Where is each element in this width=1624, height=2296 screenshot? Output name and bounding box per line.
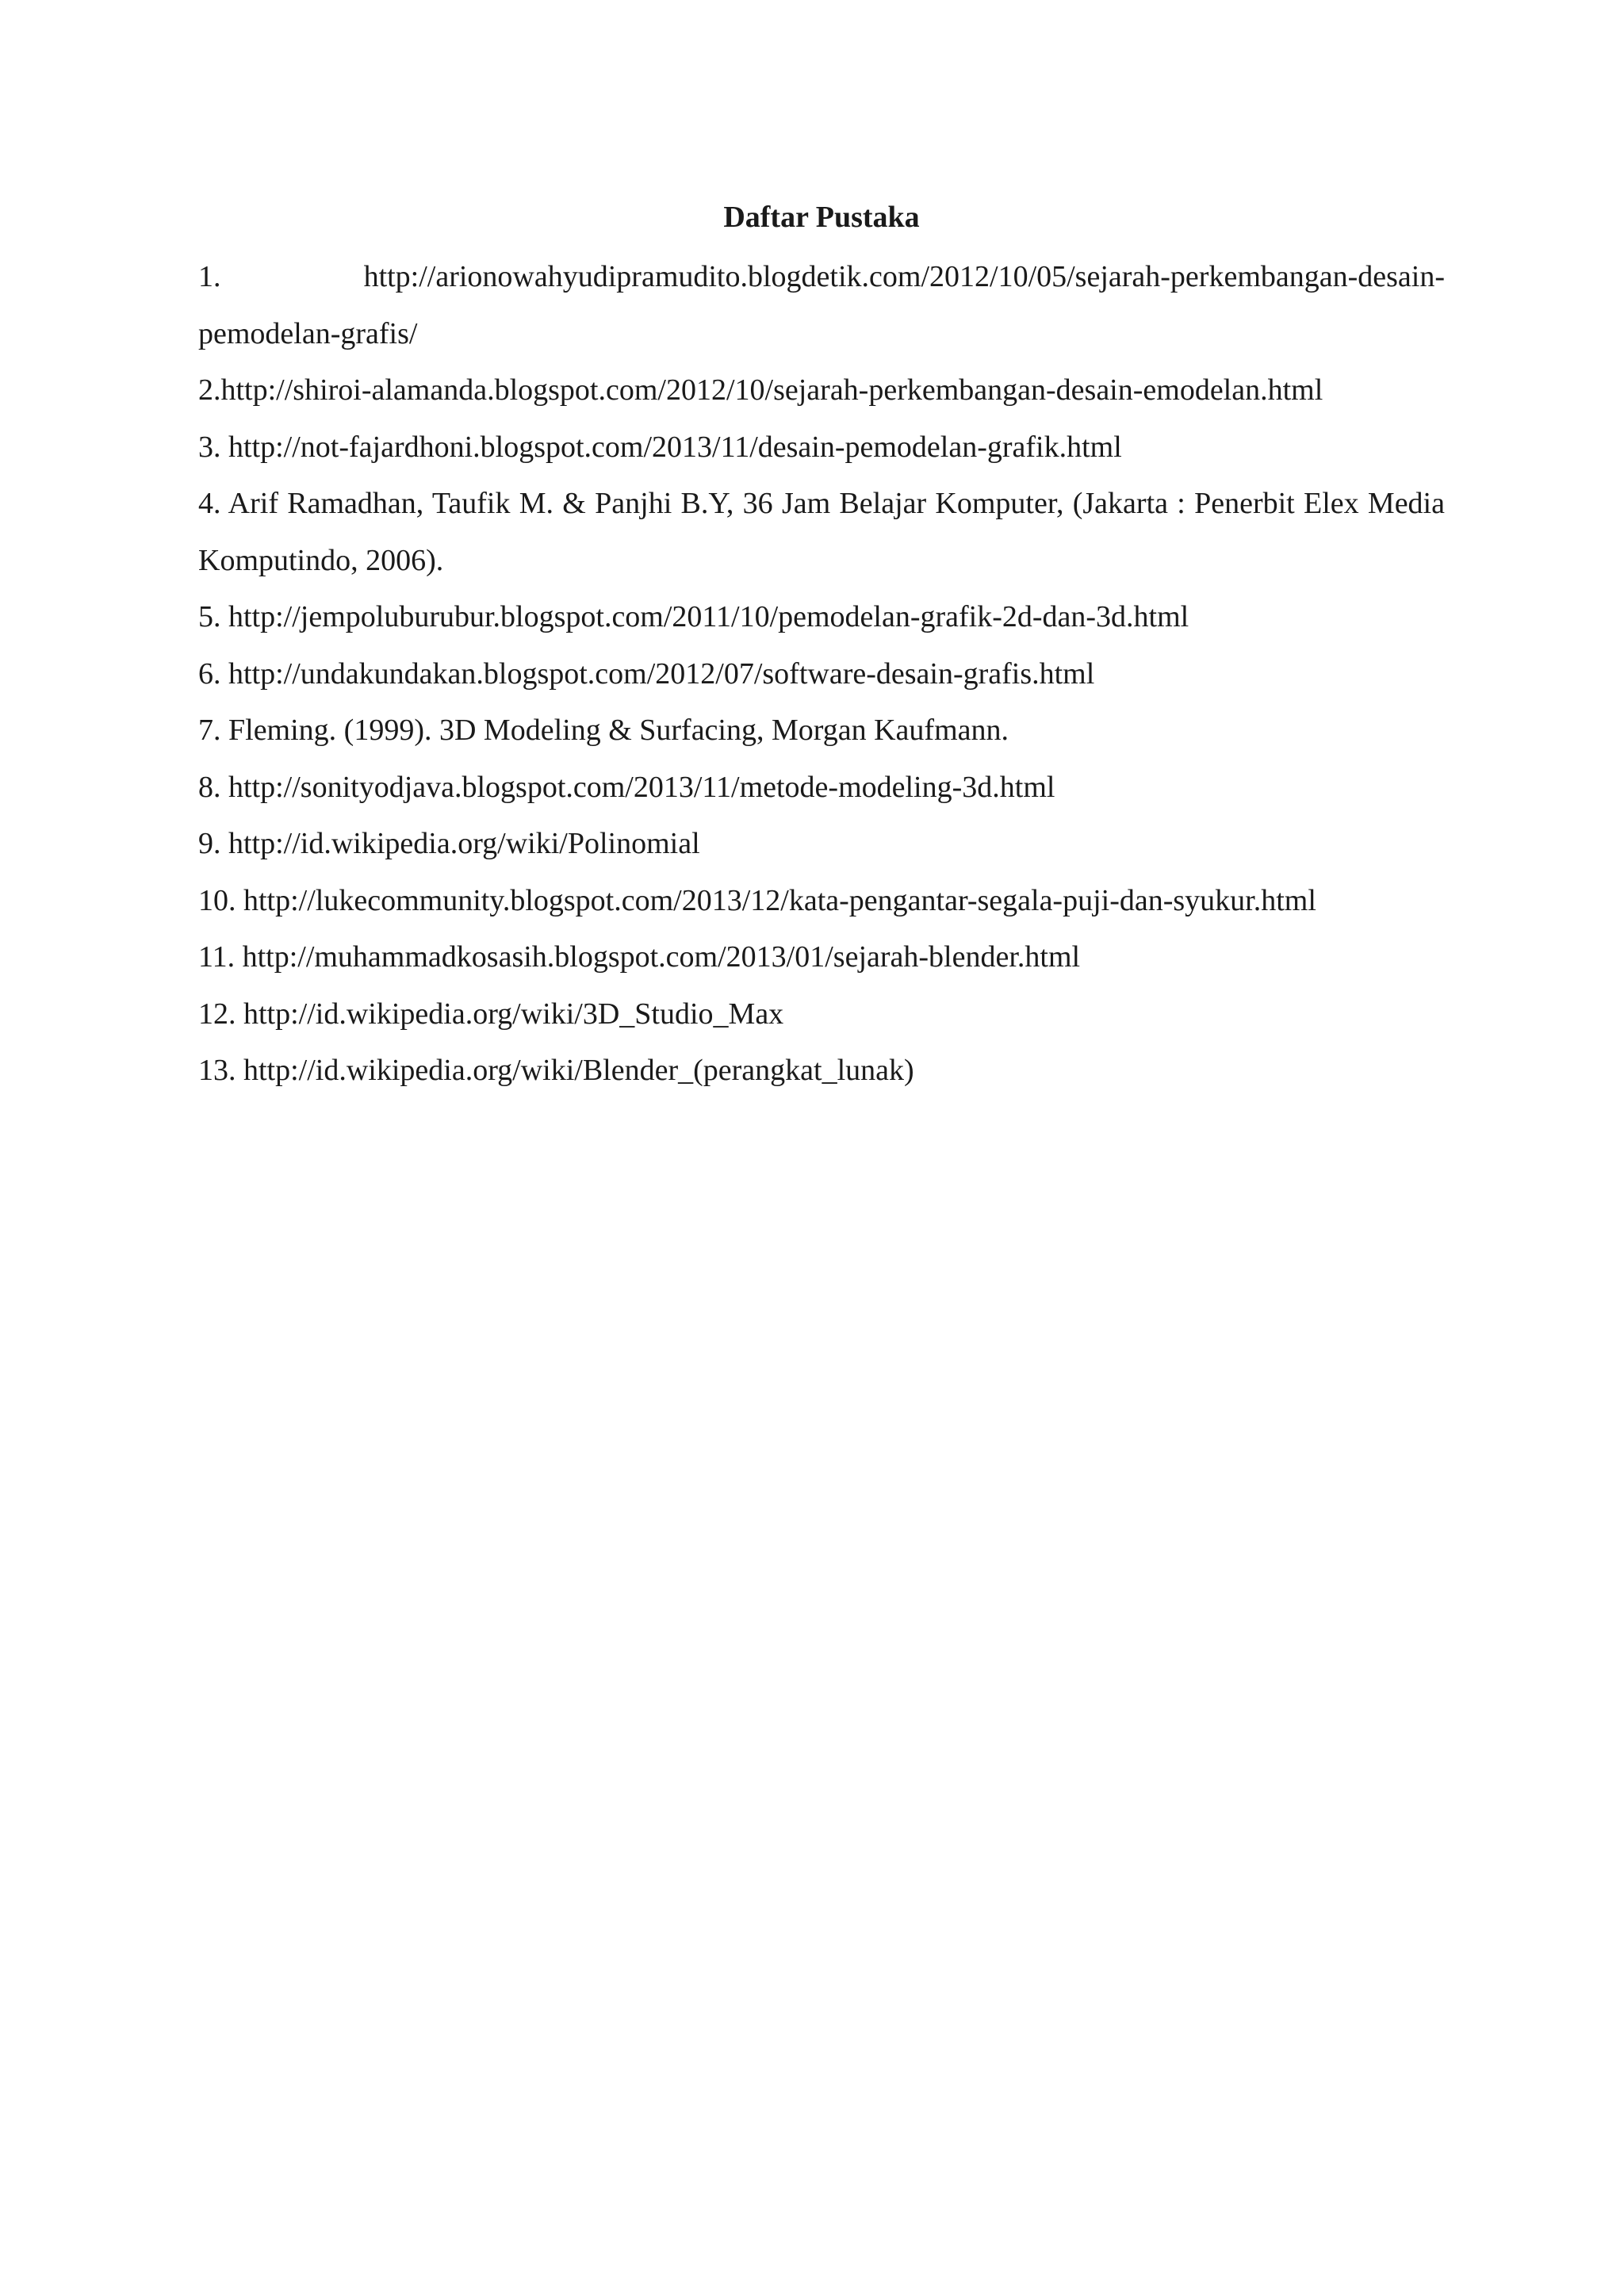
reference-item-9: 9. http://id.wikipedia.org/wiki/Polinomial	[198, 827, 700, 860]
reference-item-4: 4. Arif Ramadhan, Taufik M. & Panjhi B.Y, 36 Jam Belajar Komputer, (Jakarta : Penerbit Elex Media Komputindo, 2006).	[198, 487, 1445, 577]
reference-item-1	[198, 249, 1445, 362]
reference-1-line-2: pemodelan-grafis/	[198, 316, 418, 350]
reference-item-2: 2.http://shiroi-alamanda.blogspot.com/2012/10/sejarah-perkembangan-desain-emodelan.html	[198, 373, 1323, 407]
reference-item-10: 10. http://lukecommunity.blogspot.com/2013/12/kata-pengantar-segala-puji-dan-syukur.html	[198, 883, 1316, 917]
reference-item-7: 7. Fleming. (1999). 3D Modeling & Surfacing, Morgan Kaufmann.	[198, 714, 1009, 747]
reference-item-5: 5. http://jempoluburubur.blogspot.com/2011/10/pemodelan-grafik-2d-dan-3d.html	[198, 600, 1189, 633]
bibliography-section	[198, 193, 1445, 1100]
reference-item-3: 3. http://not-fajardhoni.blogspot.com/2013/11/desain-pemodelan-grafik.html	[198, 430, 1122, 464]
reference-item-13: 13. http://id.wikipedia.org/wiki/Blender_(perangkat_lunak)	[198, 1054, 914, 1087]
reference-item-8: 8. http://sonityodjava.blogspot.com/2013/11/metode-modeling-3d.html	[198, 770, 1055, 804]
reference-1-line-1: 1. http://arionowahyudipramudito.blogdetik.com/2012/10/05/sejarah-perkembangan-desain-	[198, 260, 1445, 293]
reference-item-11: 11. http://muhammadkosasih.blogspot.com/2013/01/sejarah-blender.html	[198, 940, 1081, 974]
reference-item-6: 6. http://undakundakan.blogspot.com/2012/07/software-desain-grafis.html	[198, 656, 1095, 691]
page-title: Daftar Pustaka	[723, 201, 920, 234]
reference-item-12: 12. http://id.wikipedia.org/wiki/3D_Studio_Max	[198, 997, 784, 1031]
